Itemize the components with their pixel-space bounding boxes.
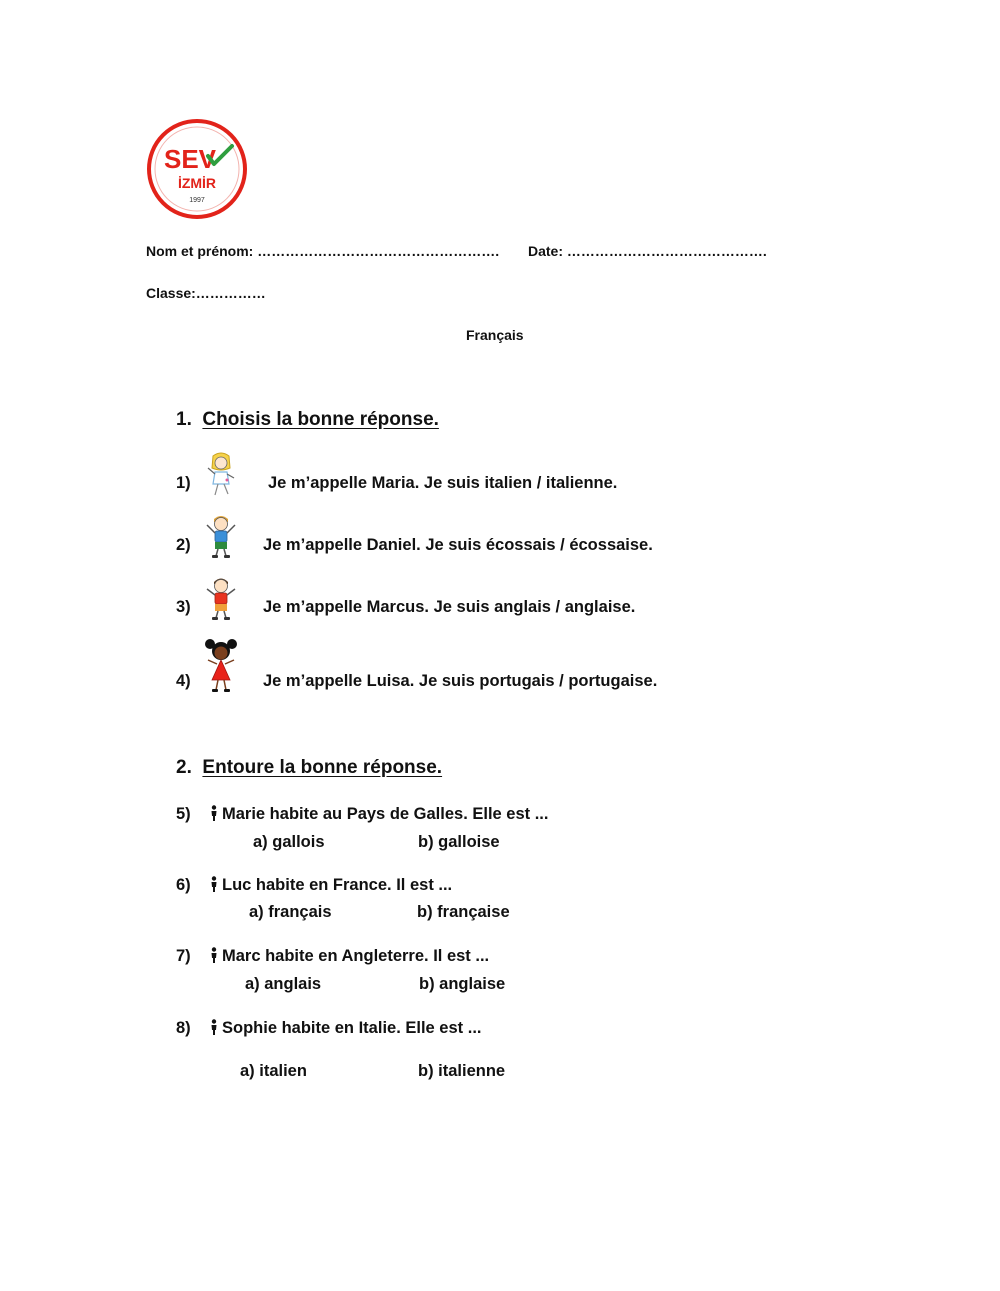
boy-red-icon bbox=[204, 575, 238, 621]
question-number: 2) bbox=[176, 536, 191, 554]
section2-heading bbox=[176, 757, 442, 779]
answer-option-a[interactable]: a) italien bbox=[240, 1062, 307, 1080]
class-field-label: Classe:…………… bbox=[146, 285, 266, 301]
question-text-row bbox=[210, 1019, 482, 1038]
person-icon bbox=[210, 805, 218, 821]
section1-number: 1. bbox=[176, 409, 192, 430]
section2-title: Entoure la bonne réponse. bbox=[202, 757, 443, 778]
question-text-row bbox=[210, 805, 548, 824]
question-text-row bbox=[210, 876, 452, 895]
question-text: Marie habite au Pays de Galles. Elle est ... bbox=[222, 805, 549, 823]
subject-title: Français bbox=[466, 327, 524, 343]
question-text: Je m’appelle Marcus. Je suis anglais / anglaise. bbox=[263, 598, 636, 616]
section2-number: 2. bbox=[176, 757, 192, 778]
person-icon bbox=[210, 947, 218, 963]
question-text-row bbox=[210, 947, 489, 966]
school-logo bbox=[146, 118, 248, 220]
logo-year: 1997 bbox=[189, 197, 205, 204]
date-field-label: Date: ……………………………………. bbox=[528, 243, 767, 259]
logo-brand: SEV bbox=[163, 144, 217, 174]
girl-red-dress-icon bbox=[204, 636, 238, 694]
question-number: 4) bbox=[176, 672, 191, 690]
logo-city: İZMİR bbox=[177, 175, 217, 191]
question-number: 3) bbox=[176, 598, 191, 616]
question-number: 5) bbox=[176, 805, 191, 823]
person-icon bbox=[210, 1019, 218, 1035]
question-text: Marc habite en Angleterre. Il est ... bbox=[222, 947, 490, 965]
name-field-label: Nom et prénom: ……………………………………………. bbox=[146, 243, 500, 259]
question-number: 6) bbox=[176, 876, 191, 894]
section1-heading bbox=[176, 409, 439, 431]
girl-blonde-icon bbox=[204, 452, 238, 498]
answer-option-b[interactable]: b) anglaise bbox=[419, 975, 506, 993]
section1-title: Choisis la bonne réponse. bbox=[202, 409, 439, 430]
question-number: 1) bbox=[176, 474, 191, 492]
question-text: Je m’appelle Maria. Je suis italien / italienne. bbox=[268, 474, 618, 492]
answer-option-a[interactable]: a) français bbox=[249, 903, 332, 921]
question-number: 7) bbox=[176, 947, 191, 965]
question-text: Luc habite en France. Il est ... bbox=[222, 876, 453, 894]
question-text: Sophie habite en Italie. Elle est ... bbox=[222, 1019, 482, 1037]
answer-option-a[interactable]: a) anglais bbox=[245, 975, 322, 993]
answer-option-b[interactable]: b) galloise bbox=[418, 833, 500, 851]
question-text: Je m’appelle Luisa. Je suis portugais / portugaise. bbox=[263, 672, 658, 690]
answer-option-b[interactable]: b) italienne bbox=[418, 1062, 506, 1080]
person-icon bbox=[210, 876, 218, 892]
question-number: 8) bbox=[176, 1019, 191, 1037]
answer-option-b[interactable]: b) française bbox=[417, 903, 510, 921]
boy-blue-icon bbox=[204, 513, 238, 559]
answer-option-a[interactable]: a) gallois bbox=[253, 833, 325, 851]
question-text: Je m’appelle Daniel. Je suis écossais / écossaise. bbox=[263, 536, 653, 554]
